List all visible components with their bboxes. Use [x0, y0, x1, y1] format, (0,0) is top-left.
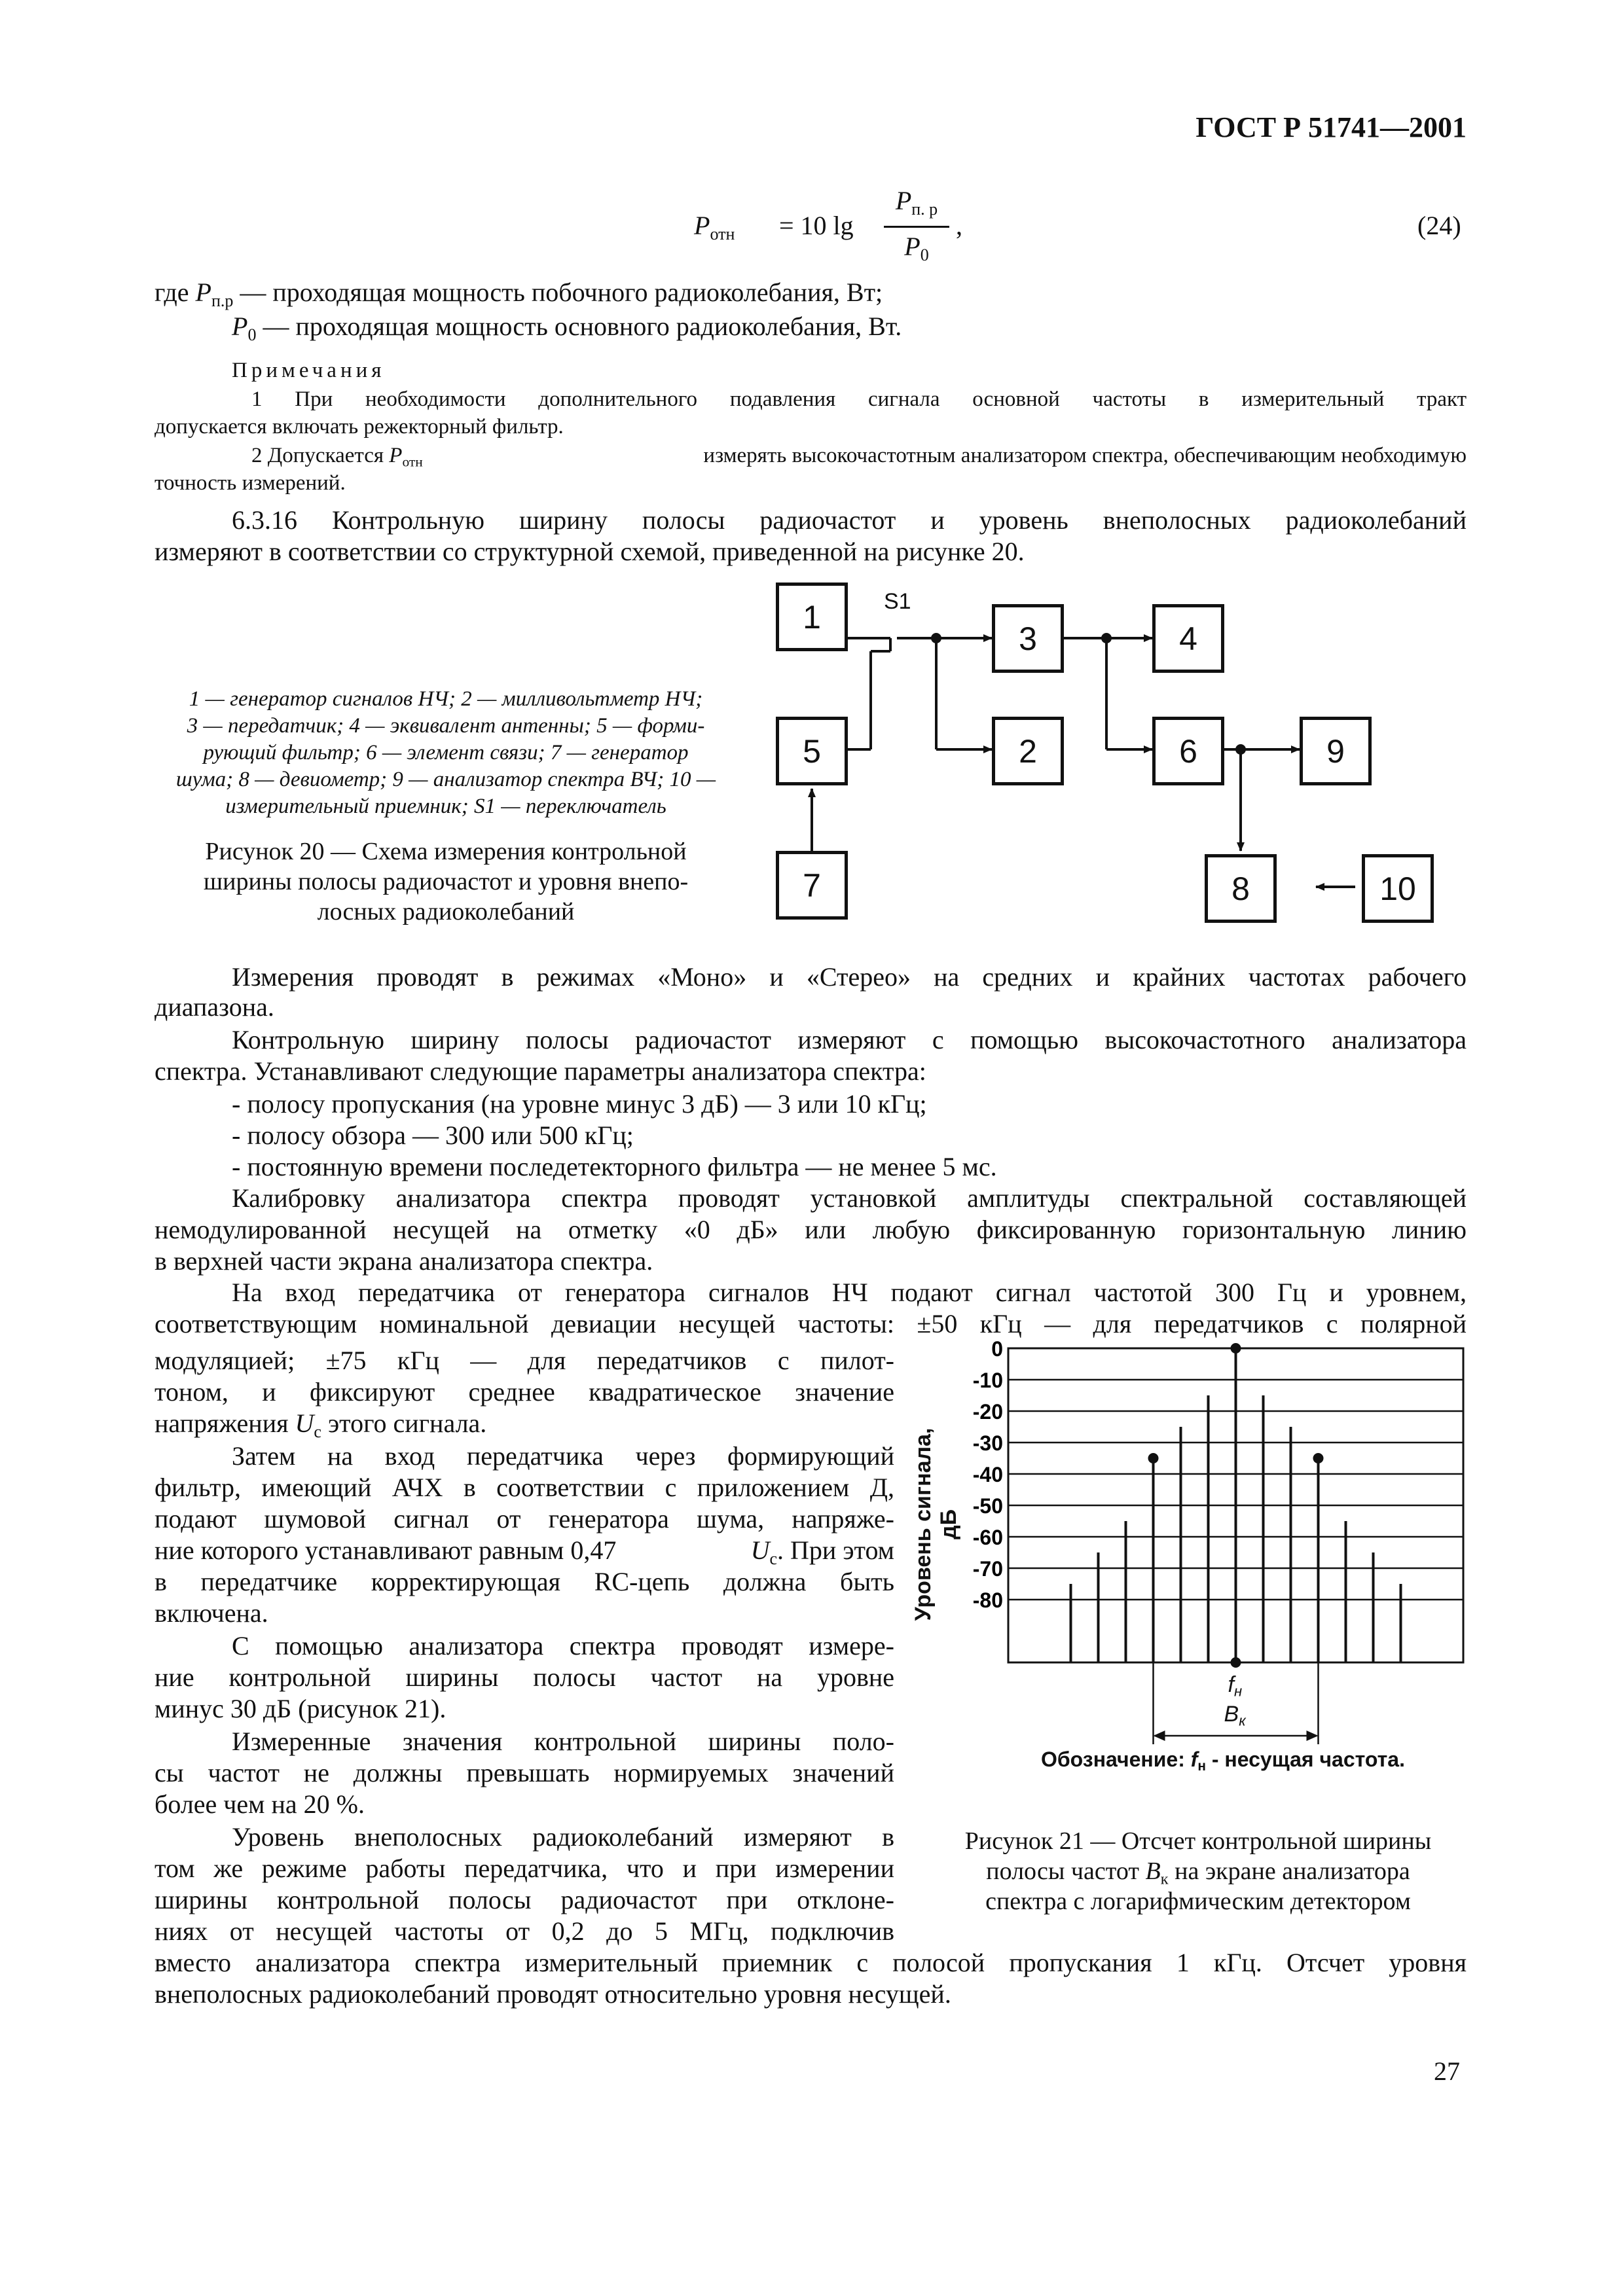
para-end-line-1: вместо анализатора спектра измерительный приемник с полосой пропускания 1 кГц. Отсчет уровня	[155, 1948, 1467, 1977]
formula-24: $P_{отн}$ = 10 lg $P_{п. р}$ $P_0$ ,	[694, 186, 962, 264]
figure-20-legend: 1 — генератор сигналов НЧ; 2 — милливольтметр НЧ; 3 — передатчик; 4 — эквивалент антенны; 5 — форми- рующий фильтр; 6 — элемент связи; 7 — генератор шума; 8 — девиометр; 9 — анализатор спектра ВЧ; 10 — измерительный приемник; S1 — переключатель	[175, 687, 716, 818]
note-1-line-2: допускается включать режекторный фильтр.	[155, 415, 564, 439]
left-line-10: С помощью анализатора спектра проводят измере-	[232, 1631, 894, 1660]
spectrum-chart-svg	[917, 1335, 1480, 1806]
block-4: 4	[1152, 604, 1224, 673]
left-line-2: тоном, и фиксируют среднее квадратическое значение	[155, 1377, 894, 1407]
y-tick-label: -60	[972, 1526, 1003, 1549]
bullet-3: - постоянную времени последетекторного фильтра — не менее 5 мс.	[232, 1152, 997, 1181]
marked-point	[1231, 1343, 1241, 1354]
where-line-1: где $P_{п.р}$ — проходящая мощность побочного радиоколебания, Вт;	[155, 278, 883, 310]
formula-number: (24)	[1417, 211, 1461, 240]
figure-21-chart	[911, 1335, 1480, 1806]
para-4-line-1: На вход передатчика от генератора сигналов НЧ подают сигнал частотой 300 Гц и уровнем,	[232, 1278, 1467, 1307]
bk-label: $B_к$	[1224, 1702, 1246, 1729]
left-line-4: Затем на вход передатчика через формирующий	[232, 1441, 894, 1471]
notes-title: Примечания	[232, 359, 386, 382]
block-3: 3	[992, 604, 1064, 673]
switch-label: S1	[884, 589, 911, 614]
fn-label: $f_н$	[1228, 1672, 1243, 1700]
y-tick-label: -80	[972, 1588, 1003, 1612]
note-1-line-1: 1 При необходимости дополнительного подавления сигнала основной частоты в измерительный тракт	[251, 387, 1467, 411]
y-tick-label: -50	[972, 1494, 1003, 1518]
para-3-line-2: немодулированной несущей на отметку «0 дБ» или любую фиксированную горизонтальную линию	[155, 1215, 1467, 1244]
section-6316-line-2: измеряют в соответствии со структурной схемой, приведенной на рисунке 20.	[155, 537, 1025, 566]
standard-header: ГОСТ Р 51741—2001	[1195, 111, 1467, 143]
left-line-8: в передатчике корректирующая RC-цепь должна быть	[155, 1567, 894, 1596]
where-line-2: $P_0$ — проходящая мощность основного радиоколебания, Вт.	[232, 312, 902, 344]
left-line-13: Измеренные значения контрольной ширины поло-	[232, 1727, 894, 1756]
bullet-1: - полосу пропускания (на уровне минус 3 дБ) — 3 или 10 кГц;	[232, 1089, 927, 1119]
section-6316-line-1: 6.3.16 Контрольную ширину полосы радиочастот и уровень внеполосных радиоколебаний	[232, 505, 1467, 535]
y-tick-label: -30	[972, 1431, 1003, 1455]
left-line-3: напряжения $U_с$ этого сигнала.	[155, 1408, 487, 1441]
para-3-line-1: Калибровку анализатора спектра проводят установкой амплитуды спектральной составляющей	[232, 1183, 1467, 1213]
bk-arrow-left	[1154, 1731, 1165, 1741]
carrier-base-dot	[1231, 1657, 1241, 1668]
note-2-line-2: точность измерений.	[155, 471, 346, 495]
left-line-18: ширины контрольной полосы радиочастот при отклоне-	[155, 1885, 894, 1914]
y-tick-label: -10	[972, 1369, 1003, 1392]
chart-y-axis-label: Уровень сигнала, дБ	[911, 1427, 961, 1621]
left-line-15: более чем на 20 %.	[155, 1789, 365, 1819]
left-line-16: Уровень внеполосных радиоколебаний измеряют в	[232, 1822, 894, 1852]
block-6: 6	[1152, 717, 1224, 785]
y-tick-label: 0	[991, 1337, 1003, 1361]
marked-point	[1313, 1453, 1324, 1463]
para-4-line-2: соответствующим номинальной девиации несущей частоты: ±50 кГц — для передатчиков с полярной	[155, 1309, 1467, 1338]
y-tick-label: -70	[972, 1557, 1003, 1581]
bk-arrow-right	[1307, 1731, 1319, 1741]
para-1-line-1: Измерения проводят в режимах «Моно» и «Стерео» на средних и крайних частотах рабочего	[232, 962, 1467, 992]
para-2-line-1: Контрольную ширину полосы радиочастот измеряют с помощью высокочастотного анализатора	[232, 1025, 1467, 1054]
left-line-19: ниях от несущей частоты от 0,2 до 5 МГц, подключив	[155, 1916, 894, 1946]
marked-point	[1148, 1453, 1159, 1463]
figure-20-caption: Рисунок 20 — Схема измерения контрольной ширины полосы радиочастот и уровня внепо- лосных радиоколебаний	[203, 838, 689, 925]
y-tick-label: -20	[972, 1400, 1003, 1424]
figure-21-caption: Рисунок 21 — Отсчет контрольной ширины полосы частот $B_к$ на экране анализатора спектра с логарифмическим детектором	[964, 1827, 1432, 1915]
left-line-14: сы частот не должны превышать нормируемых значений	[155, 1758, 894, 1787]
bullet-2: - полосу обзора — 300 или 500 кГц;	[232, 1121, 634, 1150]
left-line-12: минус 30 дБ (рисунок 21).	[155, 1694, 447, 1723]
y-tick-label: -40	[972, 1463, 1003, 1486]
block-7: 7	[776, 851, 848, 920]
left-line-11: ние контрольной ширины полосы частот на уровне	[155, 1662, 894, 1692]
para-end-line-2: внеполосных радиоколебаний проводят относительно уровня несущей.	[155, 1979, 951, 2009]
left-line-1: модуляцией; ±75 кГц — для передатчиков с пилот-	[155, 1346, 894, 1375]
block-8: 8	[1205, 854, 1277, 923]
block-5: 5	[776, 717, 848, 785]
block-9: 9	[1300, 717, 1372, 785]
left-line-5: фильтр, имеющий АЧХ в соответствии с приложением Д,	[155, 1473, 894, 1502]
page-number: 27	[1434, 2056, 1460, 2086]
chart-legend-note: Обозначение: $f_н$ - несущая частота.	[1041, 1748, 1405, 1774]
block-2: 2	[992, 717, 1064, 785]
left-line-17: том же режиме работы передатчика, что и при измерении	[155, 1854, 894, 1883]
block-10: 10	[1362, 854, 1434, 923]
block-1: 1	[776, 583, 848, 651]
left-line-7: ние которого устанавливают равным 0,47 $U_с$. При этом	[155, 1535, 894, 1568]
left-line-9: включена.	[155, 1598, 268, 1628]
left-line-6: подают шумовой сигнал от генератора шума, напряже-	[155, 1504, 894, 1534]
note-2-line-1: 2 Допускается $P_{отн}$ измерять высокочастотным анализатором спектра, обеспечивающим необходимую	[251, 444, 1467, 470]
para-1-line-2: диапазона.	[155, 992, 274, 1022]
para-2-line-2: спектра. Устанавливают следующие параметры анализатора спектра:	[155, 1056, 926, 1086]
para-3-line-3: в верхней части экрана анализатора спектра.	[155, 1246, 653, 1276]
